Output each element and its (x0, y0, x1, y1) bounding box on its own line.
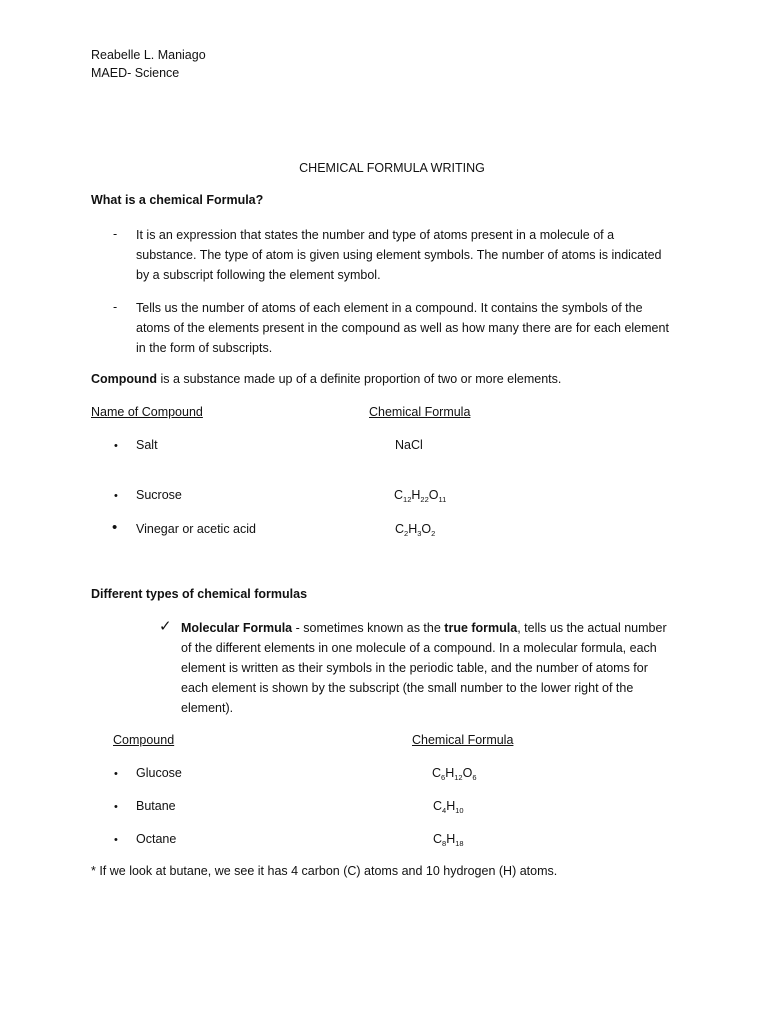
element-symbol: Cl (410, 438, 423, 452)
bullet-icon: • (112, 519, 118, 536)
atom-count-subscript: 11 (438, 495, 447, 504)
chemical-formula (395, 522, 435, 536)
atom-count-subscript: 2 (404, 529, 409, 538)
compound-term: Compound (91, 372, 157, 386)
chemical-formula (432, 766, 476, 780)
molecular-formula-paragraph: Molecular Formula - sometimes known as the true formula, tells us the actual number of the different elements in one molecule of a compound. In a molecular formula, each element is written as their symbols in the periodic table, and the number of atoms for each element is shown by the subscript (the small number to the lower right of the element). (181, 621, 667, 715)
atom-count-subscript: 12 (403, 495, 412, 504)
chemical-formula (395, 438, 423, 452)
compound-name: Salt (136, 438, 158, 452)
author-name: Reabelle L. Maniago (91, 48, 206, 62)
element-symbol: C (394, 488, 404, 502)
element-symbol: C (433, 799, 443, 813)
molecular-formula-term: Molecular Formula (181, 621, 293, 635)
compound-name: Glucose (136, 766, 182, 780)
atom-count-subscript: 6 (441, 773, 446, 782)
element-symbol: C (395, 522, 405, 536)
atom-count-subscript: 6 (472, 773, 477, 782)
dash-bullet: - (113, 300, 118, 314)
element-symbol: O (428, 488, 439, 502)
document-title: CHEMICAL FORMULA WRITING (299, 161, 485, 175)
element-symbol: H (411, 488, 421, 502)
bullet-icon: • (114, 440, 118, 452)
bullet-icon: • (114, 768, 118, 780)
chemical-formula (433, 799, 464, 813)
atom-count-subscript: 2 (431, 529, 436, 538)
bullet-icon: • (114, 834, 118, 846)
element-symbol: C (432, 766, 442, 780)
compound-definition-text: is a substance made up of a definite proportion of two or more elements. (156, 372, 562, 386)
bullet-icon: • (114, 490, 118, 502)
atom-count-subscript: 22 (420, 495, 429, 504)
element-symbol: C (433, 832, 443, 846)
element-symbol: H (446, 799, 456, 813)
element-symbol: O (421, 522, 432, 536)
definition-paragraph: Tells us the number of atoms of each element in a compound. It contains the symbols of the atoms of the elements present in the compound as well as how many there are for each element in the form of subscripts. (136, 301, 669, 355)
table1-col-formula-header: Chemical Formula (369, 405, 471, 419)
definition-paragraph: It is an expression that states the number and type of atoms present in a molecule of a substance. The type of atom is given using element symbols. The number of atoms is indicated by a subscript following the element symbol. (136, 228, 662, 282)
atom-count-subscript: 18 (455, 839, 464, 848)
element-symbol: H (446, 832, 456, 846)
compound-name: Sucrose (136, 488, 182, 502)
atom-count-subscript: 3 (417, 529, 422, 538)
element-symbol: O (462, 766, 473, 780)
chemical-formula (394, 488, 446, 502)
compound-name: Vinegar or acetic acid (136, 522, 256, 536)
atom-count-subscript: 4 (442, 806, 447, 815)
compound-definition (91, 372, 561, 386)
atom-count-subscript: 12 (454, 773, 463, 782)
checkmark-icon: ✓ (159, 618, 172, 635)
table2-col-formula-header: Chemical Formula (412, 733, 514, 747)
chemical-formula (433, 832, 464, 846)
compound-name: Octane (136, 832, 177, 846)
atom-count-subscript: 10 (455, 806, 464, 815)
element-symbol: H (408, 522, 418, 536)
bullet-icon: • (114, 801, 118, 813)
table1-col-name-header: Name of Compound (91, 405, 203, 419)
dash-bullet: - (113, 227, 118, 241)
table2-col-name-header: Compound (113, 733, 175, 747)
compound-name: Butane (136, 799, 176, 813)
butane-note: * If we look at butane, we see it has 4 carbon (C) atoms and 10 hydrogen (H) atoms. (91, 864, 558, 878)
program-name: MAED- Science (91, 66, 180, 80)
element-symbol: Na (395, 438, 411, 452)
element-symbol: H (445, 766, 455, 780)
question-heading: What is a chemical Formula? (91, 193, 264, 207)
true-formula-term: true formula (444, 621, 518, 635)
section-heading: Different types of chemical formulas (91, 587, 308, 601)
atom-count-subscript: 8 (442, 839, 447, 848)
